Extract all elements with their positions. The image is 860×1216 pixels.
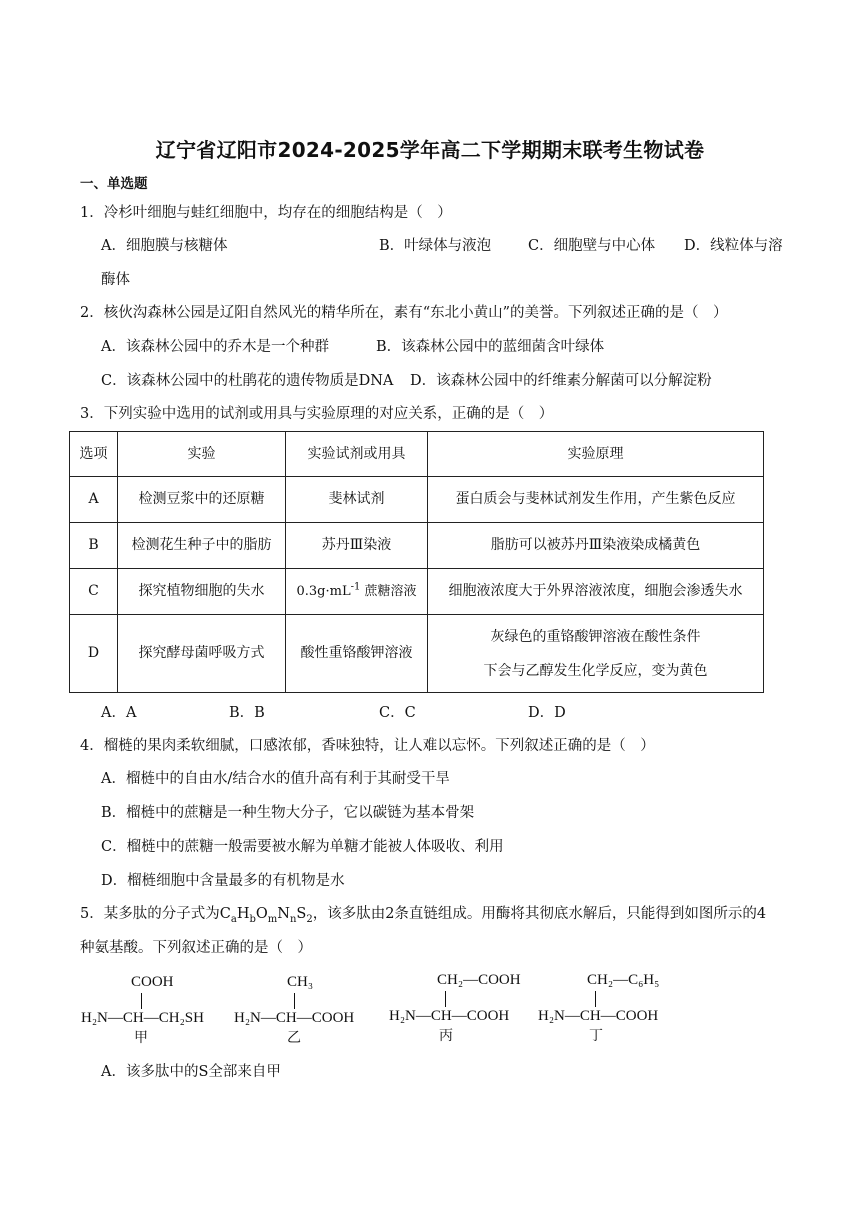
formula-a: a — [230, 913, 237, 925]
question-3-stem: 3．下列实验中选用的试剂或用具与实验原理的对应关系，正确的是（ ） — [80, 406, 554, 422]
table-row — [70, 477, 764, 523]
question-2-option-a: A．该森林公园中的乔木是一个种群 — [101, 339, 329, 355]
table-header-cell: 选项 — [70, 432, 118, 477]
bond-line — [445, 991, 446, 1007]
table-cell-experiment: 探究酵母菌呼吸方式 — [118, 615, 286, 693]
stem-text: ，该多肽由2条直链组成。用酶将其彻底水解后，只能得到如图所示的4 — [312, 906, 767, 922]
formula-s: S — [296, 906, 307, 922]
table-cell-option: D — [70, 615, 118, 693]
question-1-stem: 1．冷杉叶细胞与蛙红细胞中，均存在的细胞结构是（ ） — [80, 205, 452, 221]
question-3-option-a: A．A — [101, 705, 137, 721]
experiment-table — [69, 431, 764, 693]
principle-line-1: 灰绿色的重铬酸钾溶液在酸性条件 — [490, 628, 701, 645]
question-2-option-d: D．该森林公园中的纤维素分解菌可以分解淀粉 — [410, 373, 712, 389]
formula-2: 2 — [306, 913, 313, 925]
table-header-cell: 实验原理 — [428, 432, 764, 477]
amino-ding-side-group: CH₂—C₆H₅ — [587, 972, 660, 988]
question-4-option-d: D．榴梿细胞中含量最多的有机物是水 — [101, 873, 345, 889]
question-4-option-b: B．榴梿中的蔗糖是一种生物大分子，它以碳链为基本骨架 — [101, 805, 475, 821]
question-5-option-a: A．该多肽中的S全部来自甲 — [101, 1064, 281, 1080]
formula-b: b — [249, 913, 256, 925]
reagent-concentration: 0.3g·mL — [296, 584, 351, 599]
stem-text: 5．某多肽的分子式为 — [80, 906, 220, 922]
table-cell-option: A — [70, 477, 118, 523]
table-cell-option: B — [70, 523, 118, 569]
question-4-option-a: A．榴梿中的自由水/结合水的值升高有利于其耐受干旱 — [101, 771, 450, 787]
question-1-option-b: B．叶绿体与液泡 — [379, 238, 492, 254]
table-header-cell: 实验 — [118, 432, 286, 477]
question-1-option-d-continued: 酶体 — [101, 272, 130, 288]
formula-m: m — [267, 913, 278, 925]
amino-ding-backbone: H₂N—CH—COOH — [538, 1008, 659, 1024]
formula-n-element: N — [277, 906, 290, 922]
table-header-cell: 实验试剂或用具 — [286, 432, 428, 477]
formula-n: n — [289, 913, 297, 925]
question-1-option-a: A．细胞膜与核糖体 — [101, 238, 228, 254]
question-1-option-d: D．线粒体与溶 — [684, 238, 783, 254]
table-cell-experiment: 检测花生种子中的脂肪 — [118, 523, 286, 569]
table-cell-principle: 细胞液浓度大于外界溶液浓度，细胞会渗透失水 — [428, 569, 764, 615]
table-cell-reagent: 斐林试剂 — [286, 477, 428, 523]
table-row — [70, 523, 764, 569]
question-5-stem — [80, 904, 766, 924]
amino-jia-backbone: H₂N—CH—CH₂SH — [81, 1010, 204, 1026]
question-1-option-c: C．细胞壁与中心体 — [528, 238, 656, 254]
table-cell-experiment: 探究植物细胞的失水 — [118, 569, 286, 615]
table-cell-principle — [428, 615, 764, 693]
amino-jia-side-group: COOH — [131, 974, 174, 990]
amino-bing-side-group: CH₂—COOH — [437, 972, 521, 988]
amino-bing-label: 丙 — [439, 1028, 453, 1044]
amino-yi-label: 乙 — [287, 1030, 301, 1046]
table-header-row — [70, 432, 764, 477]
bond-line — [595, 991, 596, 1007]
question-3-option-d: D．D — [528, 705, 566, 721]
formula-h: H — [236, 906, 250, 922]
bond-line — [294, 993, 295, 1009]
amino-yi-backbone: H₂N—CH—COOH — [234, 1010, 355, 1026]
molecular-formula — [219, 906, 313, 925]
question-4-stem: 4．榴梿的果肉柔软细腻，口感浓郁，香味独特，让人难以忘怀。下列叙述正确的是（ ） — [80, 738, 655, 754]
section-heading: 一、单选题 — [80, 176, 148, 192]
question-2-option-b: B．该森林公园中的蓝细菌含叶绿体 — [376, 339, 605, 355]
table-cell-reagent: 酸性重铬酸钾溶液 — [286, 615, 428, 693]
amino-jia-label: 甲 — [134, 1030, 148, 1046]
amino-bing-backbone: H₂N—CH—COOH — [389, 1008, 510, 1024]
question-2-option-c: C．该森林公园中的杜鹃花的遗传物质是DNA — [101, 373, 394, 389]
reagent-exponent: -1 — [350, 581, 361, 593]
table-cell-principle: 脂肪可以被苏丹Ⅲ染液染成橘黄色 — [428, 523, 764, 569]
page-title: 辽宁省辽阳市2024-2025学年高二下学期期末联考生物试卷 — [155, 138, 705, 162]
question-3-option-c: C．C — [379, 705, 416, 721]
table-cell-reagent — [286, 569, 428, 615]
question-4-option-c: C．榴梿中的蔗糖一般需要被水解为单糖才能被人体吸收、利用 — [101, 839, 504, 855]
amino-ding-label: 丁 — [589, 1028, 603, 1044]
table-row — [70, 615, 764, 693]
table-row — [70, 569, 764, 615]
bond-line — [141, 993, 142, 1009]
amino-yi-side-group: CH₃ — [287, 974, 314, 990]
question-2-stem: 2．核伙沟森林公园是辽阳自然风光的精华所在，素有“东北小黄山”的美誉。下列叙述正确的是（ ） — [80, 305, 728, 321]
reagent-name: 蔗糖溶液 — [360, 584, 417, 599]
question-3-option-b: B．B — [229, 705, 265, 721]
table-cell-principle: 蛋白质会与斐林试剂发生作用，产生紫色反应 — [428, 477, 764, 523]
question-5-stem-line-2: 种氨基酸。下列叙述正确的是（ ） — [80, 940, 312, 956]
formula-c: C — [219, 906, 231, 922]
table-cell-reagent: 苏丹Ⅲ染液 — [286, 523, 428, 569]
formula-o: O — [255, 906, 268, 922]
table-cell-option: C — [70, 569, 118, 615]
principle-line-2: 下会与乙醇发生化学反应，变为黄色 — [483, 662, 708, 679]
table-cell-experiment: 检测豆浆中的还原糖 — [118, 477, 286, 523]
